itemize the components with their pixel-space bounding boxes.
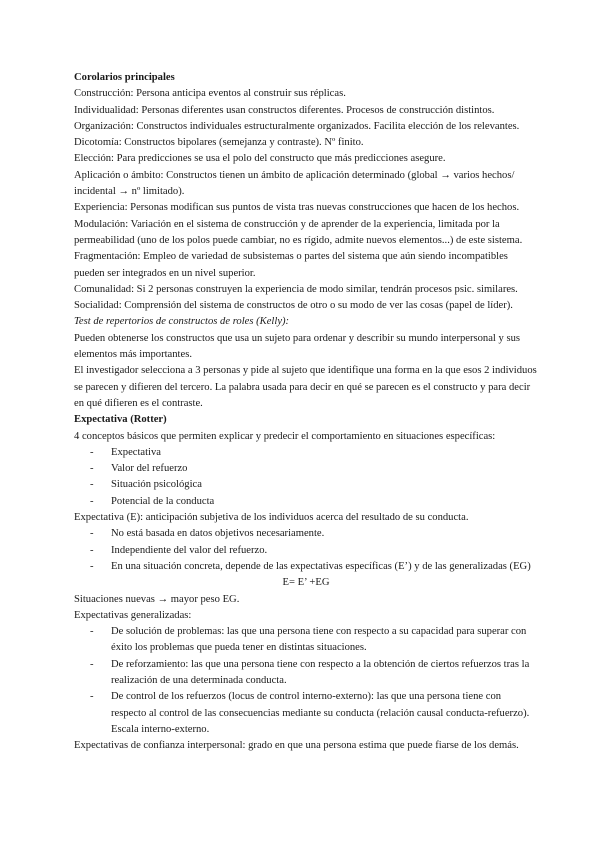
expectativa-definition: Expectativa (E): anticipación subjetiva de los individuos acerca del resultado de su conducta. [74,512,469,524]
corollary-individualidad: Individualidad: Personas diferentes usan constructos diferentes. Procesos de construcción distintos. [74,104,495,116]
test-paragraph-2: El investigador selecciona a 3 personas y pide al sujeto que identifique una forma en la que esos 2 individuos se parecen y difieren del tercero. La palabra usada para decir en qué se parecen es el constructo y para decir en qué difieren es el contraste. [74,365,537,409]
list-item: - De solución de problemas: las que una persona tiene con respecto a su capacidad para superar con éxito los problemas que pueda tener en distintas situaciones. [74,624,538,657]
section-heading-rotter: Expectativa (Rotter) [74,414,167,426]
corollary-organizacion: Organización: Constructos individuales estructuralmente organizados. Facilita elección de los relevantes. [74,120,520,132]
corollary-comunalidad: Comunalidad: Si 2 personas construyen la experiencia de modo similar, tendrán procesos psic. similares. [74,283,518,295]
list-item: - Expectativa [74,445,538,461]
test-paragraph-1: Pueden obtenerse los constructos que usa un sujeto para ordenar y describir su mundo interpersonal y sus elementos más importantes. [74,332,521,361]
corollary-construccion: Construcción: Persona anticipa eventos al construir sus réplicas. [74,88,346,100]
generalized-list [74,624,538,738]
list-item: - Potencial de la conducta [74,494,538,510]
expectativa-formula: E= E’ +EG [282,577,330,589]
list-item: - Valor del refuerzo [74,461,538,477]
section-heading-corolarios: Corolarios principales [74,72,175,83]
list-item: - Situación psicológica [74,477,538,493]
list-item: - De control de los refuerzos (locus de control interno-externo): las que una persona tiene con respecto al control de las consecuencias mediante su conducta (relación causal conducta-refuerzo). Escala interno-externo. [74,689,538,738]
corollary-experiencia: Experiencia: Personas modifican sus puntos de vista tras nuevas construcciones que hacen de los hechos. [74,202,520,214]
corollary-eleccion: Elección: Para predicciones se usa el polo del constructo que más predicciones asegure. [74,153,446,165]
expectativa-points-list [74,526,538,575]
list-item: - En una situación concreta, depende de las expectativas específicas (E’) y de las generalizadas (EG) [74,559,538,575]
list-item: - De reforzamiento: las que una persona tiene con respecto a la obtención de ciertos refuerzos tras la realización de una determinada conducta. [74,657,538,690]
corollary-aplicacion: Aplicación o ámbito: Constructos tienen un ámbito de aplicación determinado (global → varios hechos/ incidental → nº limitado). [74,169,515,198]
rotter-intro: 4 conceptos básicos que permiten explicar y predecir el comportamiento en situaciones específicas: [74,430,496,442]
corollary-modulacion: Modulación: Variación en el sistema de construcción y de aprender de la experiencia, limitada por la permeabilidad (uno de los polos puede cambiar, no es rígido, admite nuevos elementos...) de este sistema. [74,218,523,246]
corollary-fragmentacion: Fragmentación: Empleo de variedad de subsistemas o partes del sistema que aún siendo incompatibles pueden ser integrados en un nivel superior. [74,251,508,279]
list-item: - No está basada en datos objetivos necesariamente. [74,526,538,542]
generalized-title: Expectativas generalizadas: [74,609,192,621]
test-title: Test de repertorios de constructos de roles (Kelly): [74,316,290,328]
corollary-dicotomia: Dicotomía: Constructos bipolares (semejanza y contraste). Nº finito. [74,137,364,149]
rotter-concepts-list [74,445,538,510]
document-page [74,70,538,754]
list-item: - Independiente del valor del refuerzo. [74,543,538,559]
trust-expectations: Expectativas de confianza interpersonal: grado en que una persona estima que puede fiarse de los demás. [74,740,519,752]
corollary-socialidad: Socialidad: Comprensión del sistema de constructos de otro o su modo de ver las cosas (papel de líder). [74,300,513,312]
new-situations-note: Situaciones nuevas → mayor peso EG. [74,593,240,605]
